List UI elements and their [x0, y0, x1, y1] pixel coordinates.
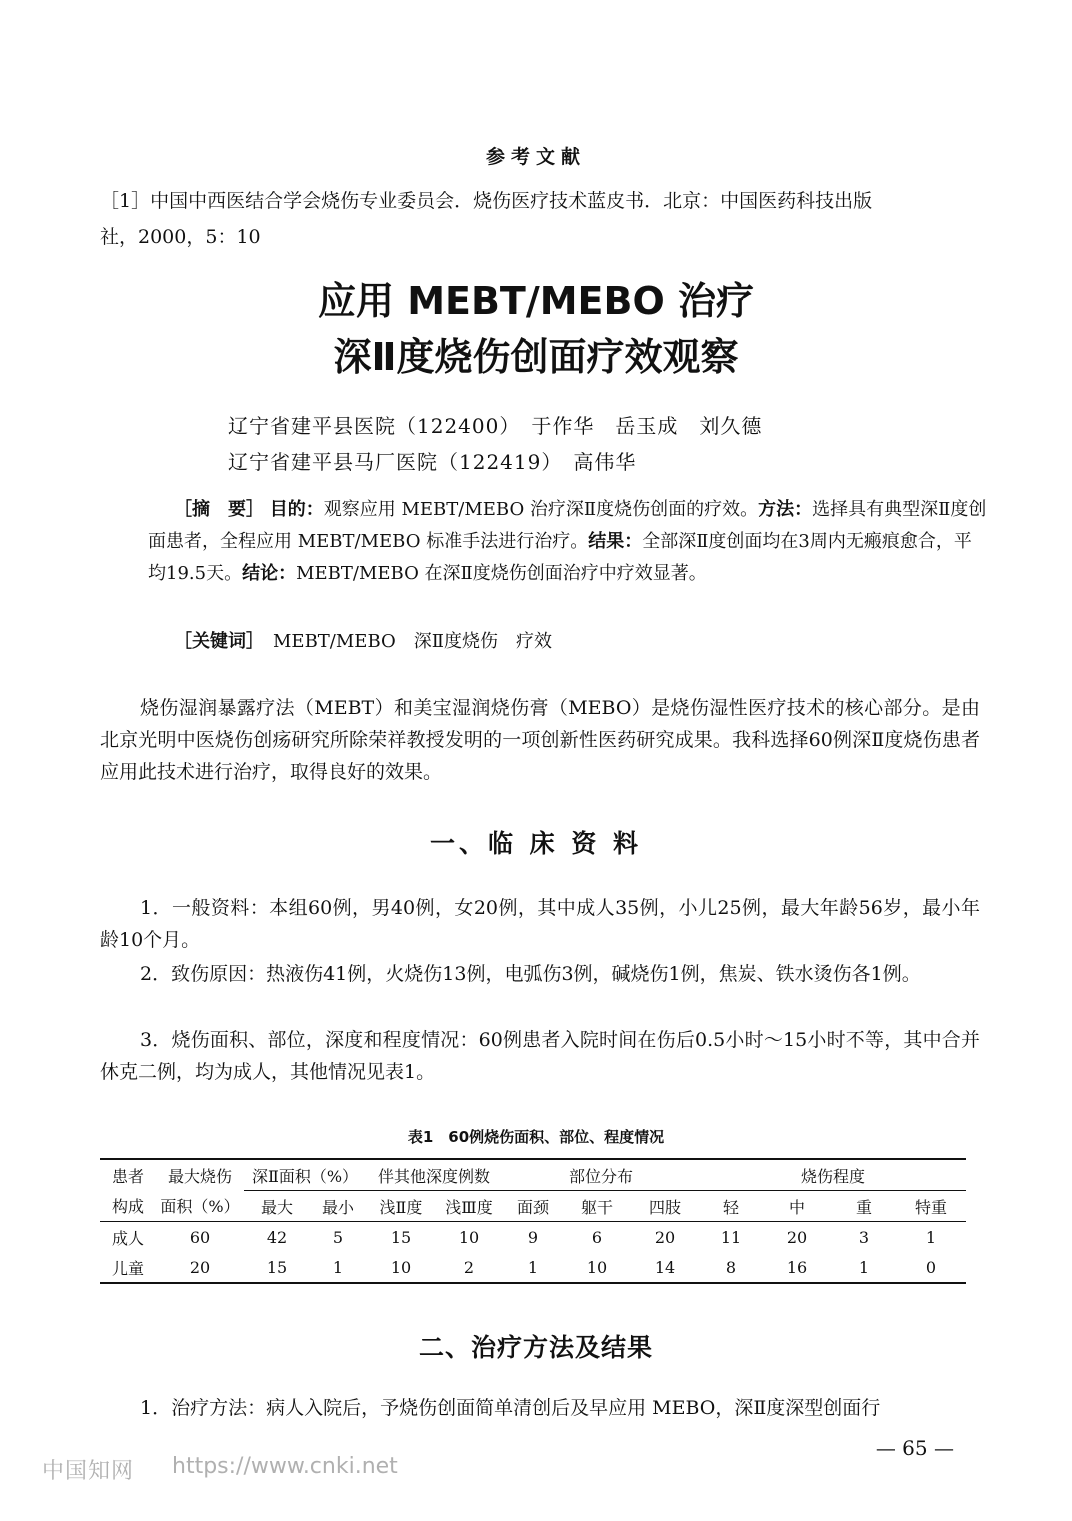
watermark-brand: 中国知网 — [42, 1459, 135, 1484]
table-row — [100, 1252, 966, 1283]
table-cell: 儿童 — [100, 1252, 156, 1283]
table-cell: 10 — [458, 1227, 480, 1247]
section1-paragraph-3: 3．烧伤面积、部位，深度和程度情况：60例患者入院时间在伤后0.5小时～15小时不等，其中合并休克二例，均为成人，其他情况见表1。 — [100, 1029, 980, 1083]
table-cell: 5 — [332, 1227, 344, 1247]
header-cell: 最大 — [244, 1191, 310, 1222]
header-cell: 浅Ⅱ度 — [366, 1191, 436, 1222]
abstract-purpose: 观察应用 MEBT/MEBO 治疗深Ⅱ度烧伤创面的疗效。 — [323, 499, 759, 520]
header-cell: 轻 — [700, 1191, 762, 1222]
table-cell: 成人 — [111, 1228, 144, 1248]
table-cell: 10 — [366, 1252, 436, 1283]
table-cell: 42 — [266, 1227, 288, 1247]
table-cell: 8 — [700, 1252, 762, 1283]
table-caption: 表1 60例烧伤面积、部位、程度情况 — [407, 1128, 665, 1146]
abstract-method-label: 方法： — [758, 499, 813, 520]
author-affiliation-1: 辽宁省建平县医院（122400） 于作华 岳玉成 刘久德 — [228, 414, 763, 438]
table-cell: 20 — [156, 1252, 244, 1283]
table-header-row-1 — [100, 1159, 966, 1191]
abstract-result: 全部深Ⅱ度创面均在3周内无瘢痕愈合，平均19.5天。 — [148, 531, 972, 584]
header-cell: 患者 — [100, 1159, 156, 1191]
author-affiliation-2: 辽宁省建平县马厂医院（122419） 高伟华 — [228, 450, 637, 474]
header-cell: 四肢 — [630, 1191, 700, 1222]
header-cell: 伴其他深度例数 — [366, 1159, 502, 1191]
header-cell: 特重 — [896, 1191, 966, 1222]
table-cell: 20 — [654, 1227, 676, 1247]
table-cell: 14 — [630, 1252, 700, 1283]
table-cell: 15 — [244, 1252, 310, 1283]
abstract-conclusion-label: 结论： — [242, 563, 297, 584]
table-header-row-2 — [100, 1191, 966, 1222]
table-cell: 3 — [858, 1227, 870, 1247]
burn-data-table — [100, 1158, 966, 1284]
header-cell: 中 — [762, 1191, 832, 1222]
section1-heading: 一、临 床 资 料 — [429, 829, 643, 858]
section2-heading: 二、治疗方法及结果 — [418, 1333, 653, 1362]
table-cell: 10 — [564, 1252, 630, 1283]
table-cell: 2 — [436, 1252, 502, 1283]
table-cell: 0 — [896, 1252, 966, 1283]
article-title-line2: 深Ⅱ度烧伤创面疗效观察 — [333, 335, 739, 379]
table-cell: 1 — [502, 1252, 564, 1283]
keywords — [148, 626, 988, 658]
header-cell: 浅Ⅲ度 — [436, 1191, 502, 1222]
table-cell: 16 — [762, 1252, 832, 1283]
header-cell: 面颈 — [502, 1191, 564, 1222]
section1-paragraph-2: 2．致伤原因：热液伤41例，火烧伤13例，电弧伤3例，碱烧伤1例，焦炭、铁水烫伤各1例。 — [140, 963, 921, 985]
reference-1-line1: ［1］中国中西医结合学会烧伤专业委员会．烧伤医疗技术蓝皮书．北京：中国医药科技出版 — [100, 190, 873, 212]
abstract-label: ［摘 要］ — [174, 499, 264, 520]
header-cell: 部位分布 — [502, 1159, 700, 1191]
article-title-line1: 应用 MEBT/MEBO 治疗 — [317, 279, 755, 323]
abstract-conclusion: MEBT/MEBO 在深Ⅱ度烧伤创面治疗中疗效显著。 — [296, 563, 707, 584]
header-cell: 烧伤程度 — [700, 1159, 966, 1191]
references-heading: 参考文献 — [485, 146, 586, 168]
header-cell: 最小 — [310, 1191, 366, 1222]
intro-paragraph: 烧伤湿润暴露疗法（MEBT）和美宝湿润烧伤膏（MEBO）是烧伤湿性医疗技术的核心部分。是由北京光明中医烧伤创疡研究所除荣祥教授发明的一项创新性医药研究成果。我科选择60例深Ⅱ度烧伤患者应用此技术进行治疗，取得良好的效果。 — [100, 697, 980, 783]
header-cell: 构成 — [100, 1191, 156, 1222]
abstract-purpose-label: 目的： — [269, 499, 324, 520]
header-cell: 最大烧伤 — [156, 1159, 244, 1191]
table-cell: 20 — [786, 1227, 808, 1247]
header-cell: 躯干 — [564, 1191, 630, 1222]
header-cell: 深Ⅱ面积（%） — [244, 1159, 366, 1191]
table-cell: 11 — [720, 1227, 742, 1247]
table-cell: 1 — [925, 1227, 937, 1247]
page-number: — 65 — — [875, 1436, 954, 1460]
watermark-url: https://www.cnki.net — [172, 1454, 398, 1479]
abstract-method: 选择具有典型深Ⅱ度创面患者，全程应用 MEBT/MEBO 标准手法进行治疗。 — [148, 499, 987, 552]
table-cell: 1 — [832, 1252, 896, 1283]
table-cell: 60 — [189, 1227, 211, 1247]
table-cell: 6 — [591, 1227, 603, 1247]
reference-1-line2: 社，2000，5：10 — [100, 226, 261, 248]
abstract-result-label: 结果： — [588, 531, 643, 552]
table-cell: 9 — [527, 1227, 539, 1247]
section1-paragraph-1: 1．一般资料：本组60例，男40例，女20例，其中成人35例，小儿25例，最大年龄56岁，最小年龄10个月。 — [100, 897, 980, 951]
abstract — [148, 494, 988, 590]
table-cell: 1 — [310, 1252, 366, 1283]
table-cell: 15 — [390, 1227, 412, 1247]
keywords-text: MEBT/MEBO 深Ⅱ度烧伤 疗效 — [273, 631, 552, 652]
header-cell: 重 — [832, 1191, 896, 1222]
table-row — [100, 1222, 966, 1253]
section2-paragraph-1: 1．治疗方法：病人入院后，予烧伤创面简单清创后及早应用 MEBO，深Ⅱ度深型创面行 — [140, 1397, 881, 1419]
header-cell: 面积（%） — [156, 1191, 244, 1222]
keywords-label: ［关键词］ — [174, 631, 255, 652]
